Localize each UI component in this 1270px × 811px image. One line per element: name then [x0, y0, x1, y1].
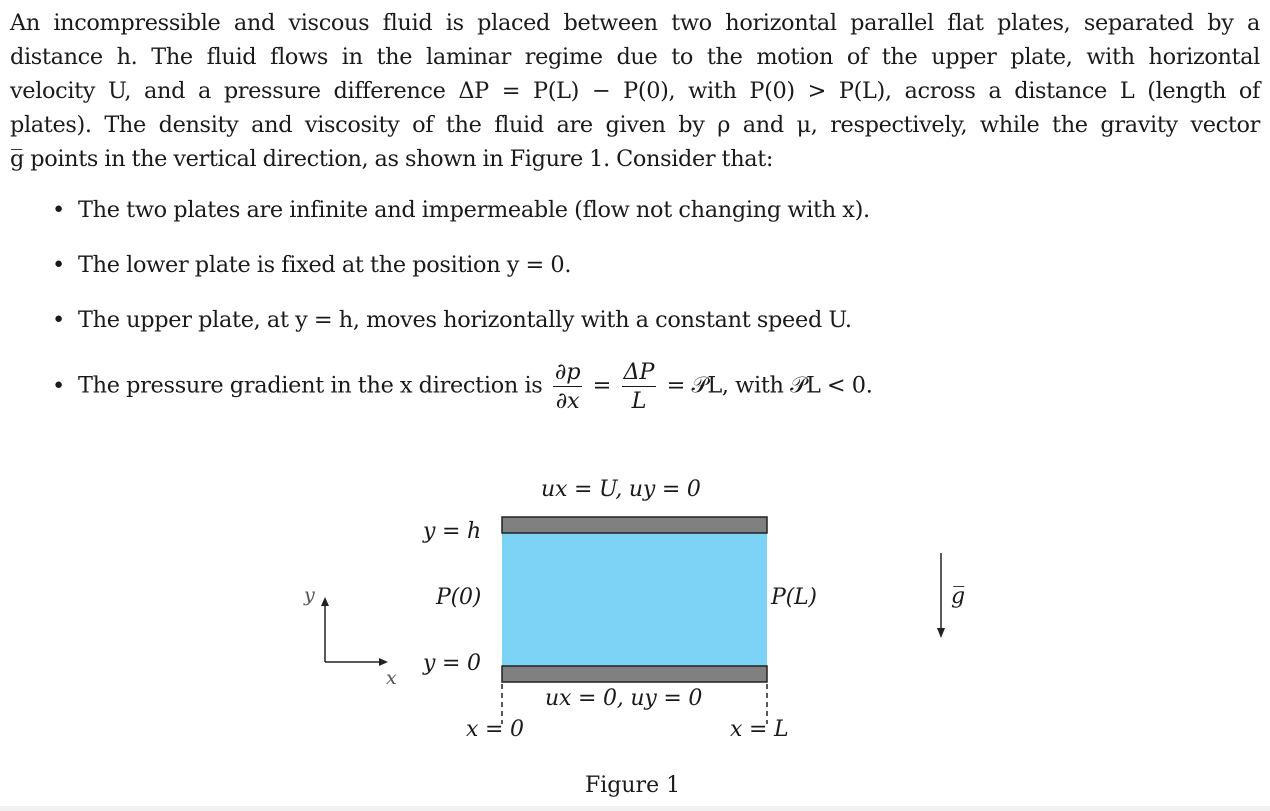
gravity-arrowhead: [937, 628, 945, 638]
paragraph-line: plates). The density and viscosity of the fluid are given by ρ and μ, respectively, while the gravity vector: [10, 112, 1260, 138]
label-pl: P(L): [771, 585, 817, 610]
axis-label-y: y: [304, 584, 315, 606]
y-axis-arrowhead: [321, 597, 329, 606]
bullet-text: The lower plate is fixed at the position y = 0.: [78, 252, 572, 278]
page-bottom-edge: [0, 806, 1270, 811]
fluid-region: [502, 532, 767, 666]
upper-plate: [502, 517, 767, 533]
paragraph-line: An incompressible and viscous fluid is placed between two horizontal parallel flat plates, separated by a: [10, 10, 1260, 36]
lower-plate: [502, 666, 767, 682]
gravity-label: g̅: [951, 584, 965, 609]
bullet-text: The upper plate, at y = h, moves horizontally with a constant speed U.: [78, 307, 852, 333]
upper-boundary-condition: ux = U, uy = 0: [541, 477, 701, 502]
equals-sign: =: [592, 372, 612, 399]
label-y-0: y = 0: [423, 651, 481, 676]
bullet-text: = 𝒫L, with 𝒫L < 0.: [666, 372, 873, 399]
bullet-dot: •: [52, 197, 65, 223]
paragraph-line: g̅ points in the vertical direction, as shown in Figure 1. Consider that:: [10, 146, 774, 172]
fraction-denominator: L: [631, 388, 647, 414]
lower-boundary-condition: ux = 0, uy = 0: [545, 686, 703, 711]
figure-caption: Figure 1: [585, 773, 681, 798]
fraction-numerator: ∂p: [554, 359, 581, 385]
bullet-dot: •: [52, 252, 65, 278]
label-y-h: y = h: [423, 519, 482, 544]
bullet-text: The pressure gradient in the x direction is: [78, 372, 543, 399]
paragraph-line: distance h. The fluid flows in the laminar regime due to the motion of the upper plate, with horizontal: [10, 44, 1260, 70]
bullet-text: The two plates are infinite and impermeable (flow not changing with x).: [78, 197, 870, 223]
x-axis-arrowhead: [379, 658, 388, 666]
bullet-dot: •: [52, 372, 65, 399]
bullet-dot: •: [52, 307, 65, 333]
fraction-denominator: ∂x: [555, 388, 580, 414]
paragraph-line: velocity U, and a pressure difference ΔP = P(L) − P(0), with P(0) > P(L), across a distance L (length of: [10, 78, 1260, 104]
label-x-0: x = 0: [466, 717, 524, 742]
label-x-l: x = L: [730, 717, 789, 742]
label-p0: P(0): [436, 585, 482, 610]
axis-label-x: x: [386, 667, 397, 689]
fraction-numerator: ΔP: [623, 359, 655, 385]
